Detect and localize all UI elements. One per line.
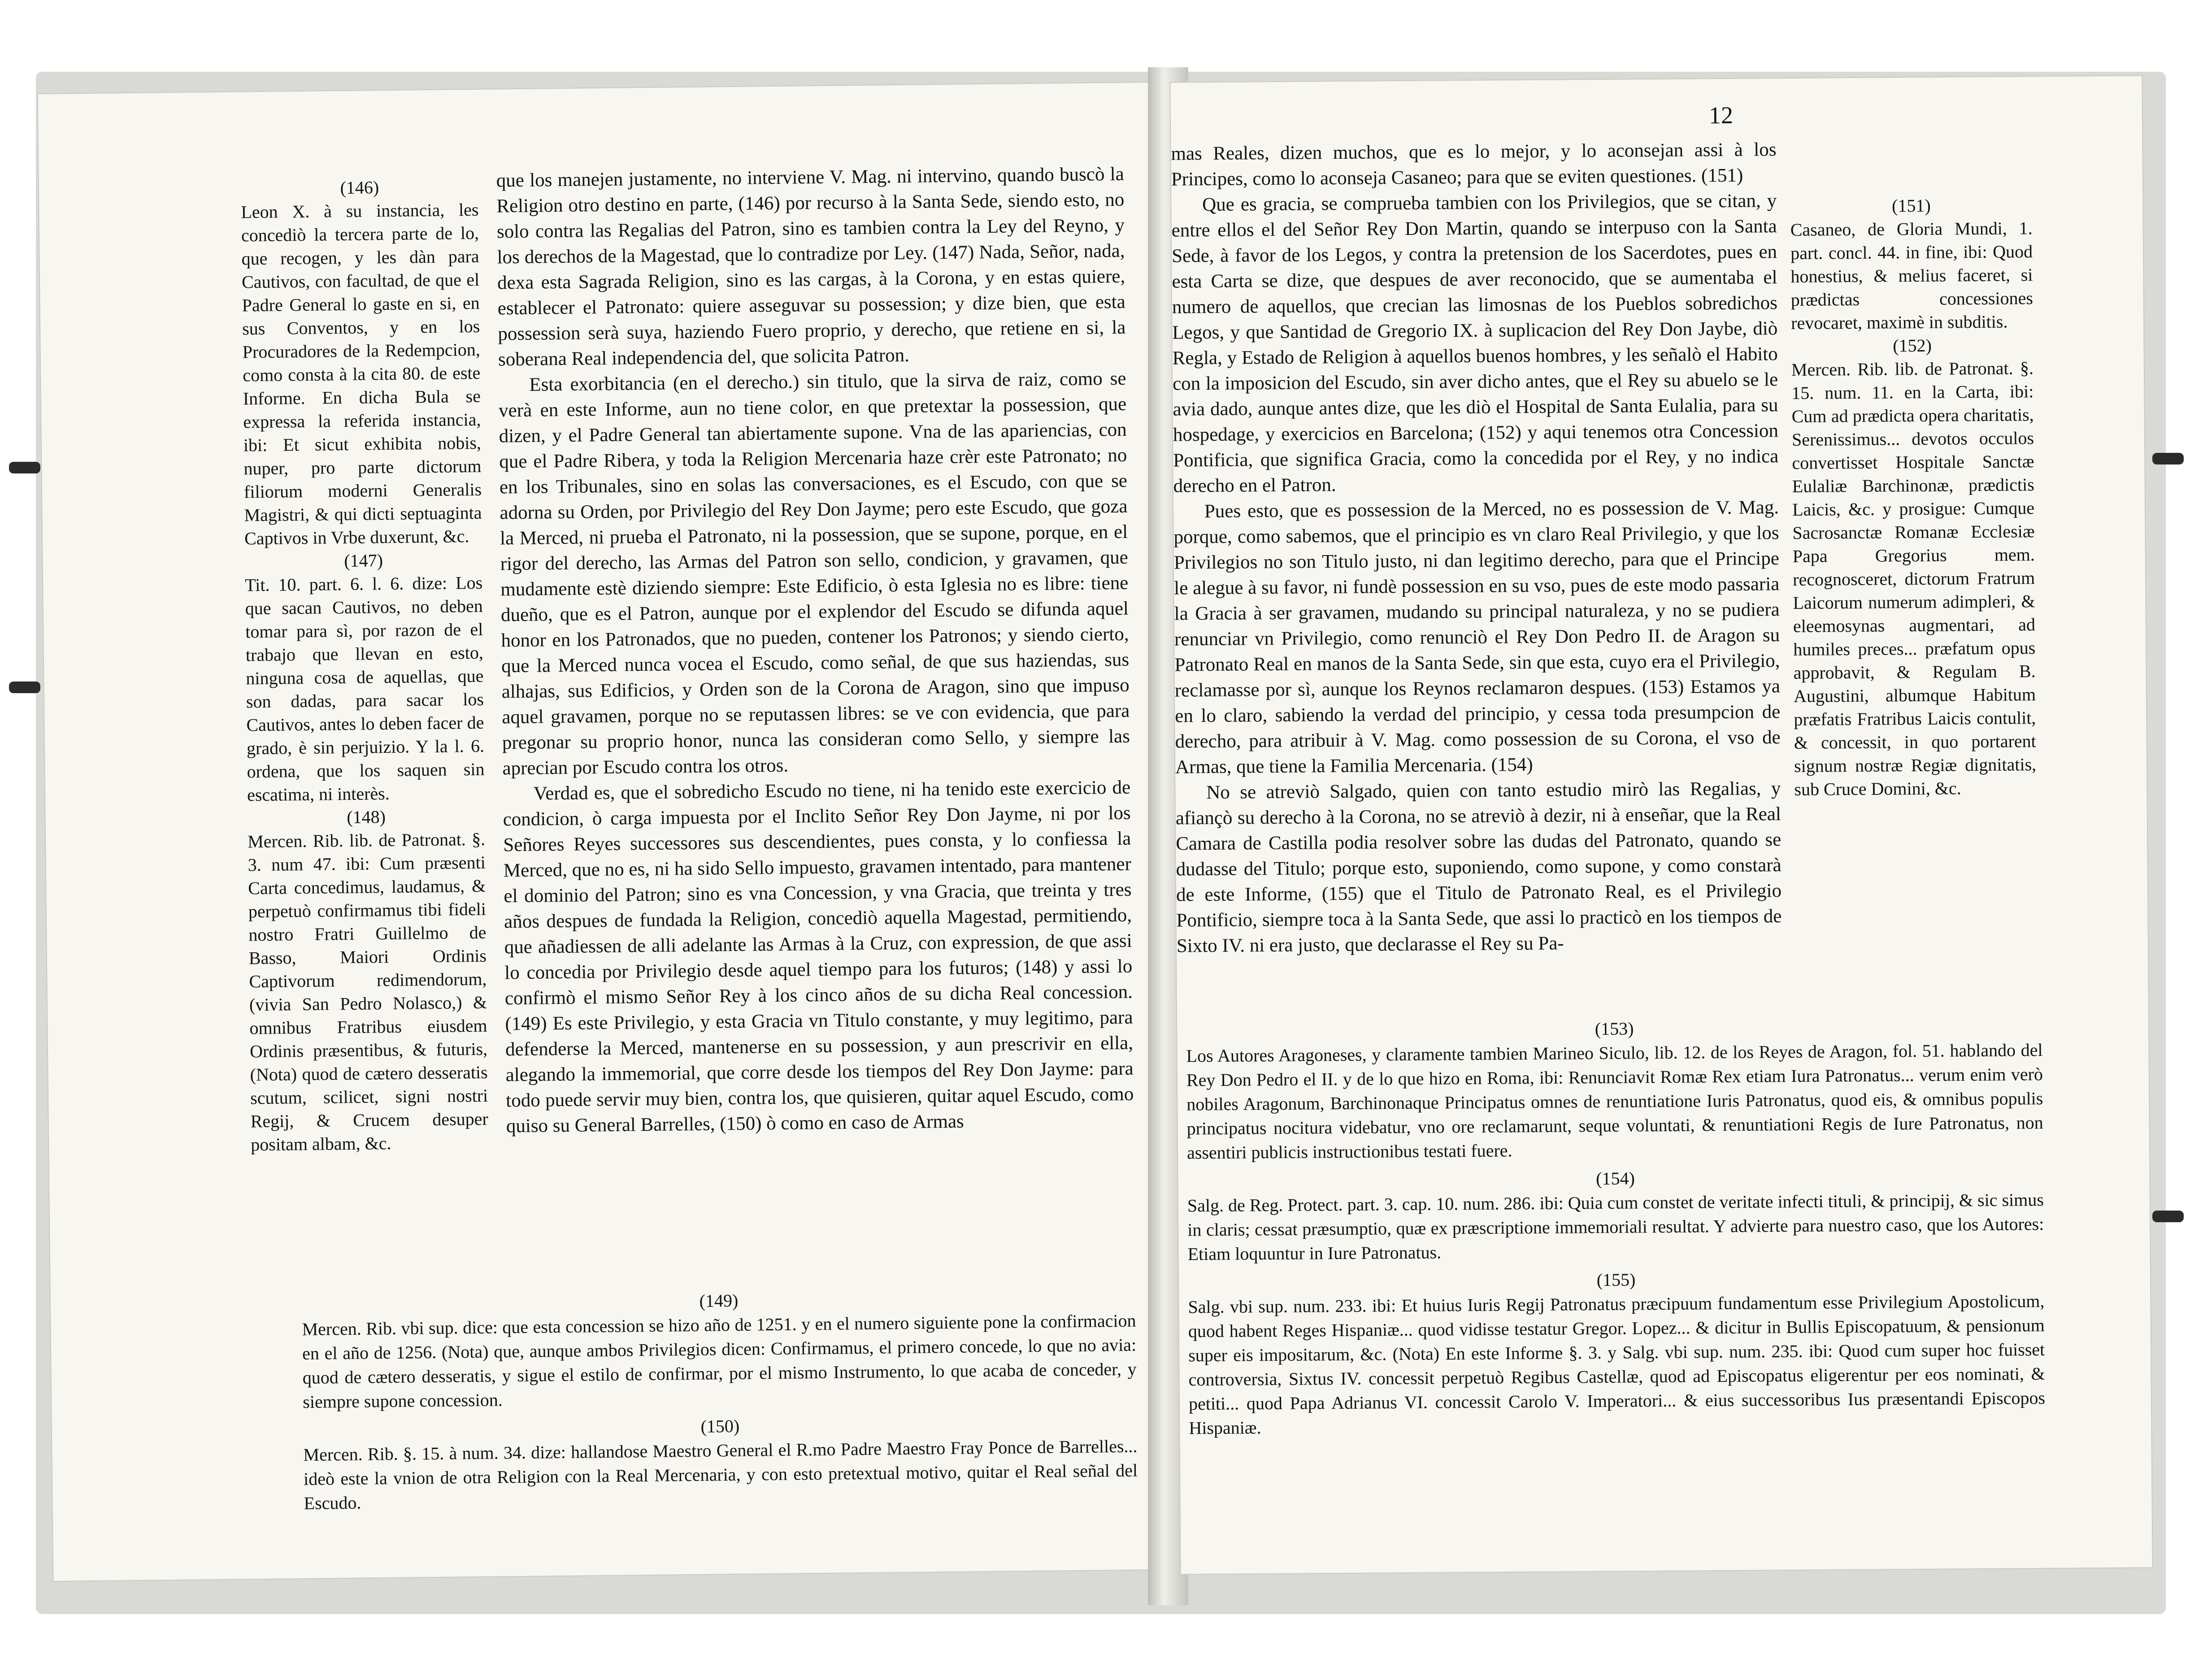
binding-tie [2152,453,2184,464]
page-number: 12 [1708,101,1734,129]
sidenote-ref: (151) [1891,195,1931,216]
paragraph: Pues esto, que es possession de la Merced, no es possession de V. Mag. porque, como sabemos, que el principio es vn claro Real Privilegio, y que los Privilegios no son Titulo justo, ni dan legitimo derecho, para que el Principe le alegue à su favor, ni fundè possession en su vso, pues de este modo passaria la Gracia à ser gravamen, mudando su principal naturaleza, y no se pudiera renunciar vn Privilegio, como renunciò el Rey Don Pedro II. de Aragon su Patronato Real en manos de la Santa Sede, sin que esta, cuyo era el Privilegio, reclamasse por sì, aunque los Reynos reclamaron despues. (153) Estamos ya en lo claro, sabiendo la verdad del principio, y cessa toda presumpcion de derecho, para atribuir à V. Mag. como possession de su Corona, el vso de Armas, que tiene la Familia Mercenaria. (154) [1173,497,1781,778]
sidenote-text: Mercen. Rib. lib. de Patronat. §. 15. num. 11. en la Carta, ibi: Cum ad prædicta opera charitatis, Serenissimus... devotos occulos convertisset Hospitale Sanctæ Eulaliæ Barchinonæ, prædictis Laicis, &c. y prosigue: Cumque Sacrosanctæ Romanæ Ecclesiæ Papa Gregorius mem. recognosceret, dictorum Fratrum Laicorum numerum adimpleri, & eleemosynas augmentari, ad humiles preces... præfatum opus approbavit, & Regulam B. Augustini, albumque Habitum præfatis Fratribus Laicis contulit, & concessit, in quo portarent signum nostræ Regiæ dignitatis, sub Cruce Domini, &c. [1791,358,2037,799]
footnote-text: Los Autores Aragoneses, y claramente tambien Marineo Siculo, lib. 12. de los Reyes de Aragon, fol. 51. hablando del Rey Don Pedro el II. y de lo que hizo en Roma, ibi: Renunciavit Romæ Rex etiam Iura Patronatus... verum enim verò nobiles Aragonum, Barchinonaque Principatus omnes de renuntiatione Iuris Patronatus, quod eis, & omnibus populis principatus nocitura videbatur, vno ore reclamarunt, seque voluntati, & renuntiationi Regis de Iure Patronatus, non assentiri publicis instructionibus testati fuere. [1186,1040,2043,1163]
sidenote-ref: (146) [340,177,379,198]
binding-tie [2152,1211,2184,1222]
right-sidenotes [1790,193,2036,801]
left-footnotes [302,1280,1138,1515]
right-main-text [1171,137,1782,959]
sidenote-text: Mercen. Rib. lib. de Patronat. §. 3. num 47. ibi: Cum præsenti Carta concedimus, laudamus, & perpetuò confirmamus tibi fideli nostro Fratri Guillelmo de Basso, Maiori Ordinis Captivorum redimendorum, (vivia San Pedro Nolasco,) & omnibus Fratribus eiusdem Ordinis præsentibus, & futuris, (Nota) quod de cætero desseratis scutum, scilicet, signi nostri Regij, & Crucem desuper positam albam, &c. [247,829,488,1155]
right-page [1169,75,2153,1575]
left-main-text [496,161,1134,1139]
footnote-ref: (150) [700,1415,740,1437]
sidenote-text: Tit. 10. part. 6. l. 6. dize: Los que sacan Cautivos, no deben tomar para sì, por razon de el trabajo que llevan en esto, ninguna cosa de aquellas, que son dadas, para sacar los Cautivos, antes lo deben facer de grado, è sin perjuizio. Y la l. 6. ordena, que los saquen sin escatima, ni interès. [244,572,485,805]
paragraph: mas Reales, dizen muchos, que es lo mejor, y lo aconsejan assi à los Principes, como lo aconseja Casaneo; para que se eviten questiones. (151) [1171,139,1777,190]
footnote-ref: (149) [699,1290,739,1311]
paragraph: Esta exorbitancia (en el derecho.) sin titulo, que la sirva de raiz, como se verà en este Informe, aun no tiene color, en que pretextar la possession, que dizen, y el Padre General tan abiertamente supone. Vna de las apariencias, con que el Padre Ribera, y toda la Religion Mercenaria haze crèr este Patronato; no en los Tribunales, sino en solas las conversaciones, es el Escudo, con que se adorna su Orden, por Privilegio del Rey Don Jayme; pero este Escudo, que goza la Merced, ni prueba el Patronato, ni la possession, que se supone, porque, en el rigor del derecho, las Armas del Patron son sello, condicion, y gravamen, que mudamente estè diziendo siempre: Este Edificio, ò esta Iglesia no es libre: tiene dueño, que es el Patron, aunque por el explendor del Escudo se difunda aquel honor en los Patronados, que no pueden, contener los Patronos; y siendo cierto, que la Merced nunca vocea el Escudo, como señal, de que sus haziendas, sus alhajas, sus Edificios, y Orden son de la Corona de Aragon, sino que impuso aquel gravamen, porque no se reputassen libres: se ve con evidencia, que para pregonar su proprio honor, nunca las consideran como Sello, y siempre las aprecian por Escudo contra los otros. [498,368,1130,779]
footnote-ref: (153) [1595,1018,1634,1039]
footnote-text: Salg. vbi sup. num. 233. ibi: Et huius Iuris Regij Patronatus præcipuum fundamentum esse Privilegium Apostolicum, quod habent Reges Hispaniæ... quod vidisse testatur Gregor. Lopez... & dicitur in Bullis Episcopatuum, & pensionum super eis impositarum, &c. (Nota) En este Informe §. 3. y Salg. vbi sup. num. 235. ibi: Quod cum super hoc fuisset controversia, Sixtus IV. concessit perpetuò Regibus Castellæ, quod ad Episcopatus eligerentur per eos nominati, & petiti... quod Papa Adrianus VI. concessit Carolo V. Imperatori... & eius successoribus Ius præsentandi Episcopos Hispaniæ. [1188,1291,2046,1438]
left-sidenotes [241,175,489,1156]
sidenote-text: Leon X. à su instancia, les concediò la tercera parte de lo, que recogen, y les dàn para Cautivos, con facultad, de que el Padre General lo gaste en si, en sus Conventos, y en los Procuradores de la Redempcion, como consta à la cita 80. de este Informe. En dicha Bula se expressa la referida instancia, ibi: Et sicut exhibita nobis, nuper, pro parte dictorum filiorum moderni Generalis Magistri, & qui dicti septuaginta Captivos in Vrbe duxerunt, &c. [241,199,482,549]
footnote-ref: (154) [1596,1168,1635,1189]
binding-tie [9,682,40,693]
binding-tie [9,462,40,473]
sidenote-text: Casaneo, de Gloria Mundi, 1. part. concl. 44. in fine, ibi: Quod honestius, & melius faceret, si prædictas concessiones revocaret, maximè in subditis. [1790,218,2033,333]
paragraph: que los manejen justamente, no interviene V. Mag. ni intervino, quando buscò la Religion otro destino en parte, (146) por recurso à la Santa Sede, siendo esto, no solo contra las Regalias del Patron, sino es tambien contra la Ley del Reyno, y los derechos de la Magestad, que lo contradize por Ley. (147) Nada, Señor, nada, dexa esta Sagrada Religion, sino es las cargas, à la Corona, y en estas quiere, establecer el Patronato: quiere asseguvar su possession; y dize bien, que esta possession serà suya, haziendo Fuero proprio, y derecho, que retiene en si, la soberana Real independencia del, que solicita Patron. [496,163,1126,370]
left-page [37,82,1174,1582]
footnote-ref: (155) [1596,1269,1636,1290]
sidenote-ref: (152) [1893,335,1932,356]
sidenote-ref: (147) [344,550,383,571]
footnote-text: Salg. de Reg. Protect. part. 3. cap. 10. num. 286. ibi: Quia cum constet de veritate infecti tituli, & principij, & sic simus in claris; cessat præsumptio, quæ ex præscriptione immemoriali resultat. Y advierte para nuestro caso, que los Autores: Etiam loquuntur in Iure Patronatus. [1187,1189,2044,1264]
paragraph: Verdad es, que el sobredicho Escudo no tiene, ni ha tenido este exercicio de condicion, ò carga impuesta por el Inclito Señor Rey Don Jayme, ni por los Señores Reyes successores sus descendientes, pues consta, y lo confiessa la Merced, que no es, ni ha sido Sello impuesto, gravamen intentado, para mantener el dominio del Patron; sino es vna Concession, y vna Gracia, que treinta y tres años despues de fundada la Religion, concediò aquella Magestad, permitiendo, que añadiessen de alli adelante las Armas à la Cruz, con expression, de que assi lo concedia por Privilegio desde aquel tiempo para los futuros; (148) y assi lo confirmò el mismo Señor Rey à los cinco años de su dicha Real concession. (149) Es este Privilegio, y esta Gracia vn Titulo constante, y muy legitimo, para defenderse la Merced, mantenerse en su possession, y aun prescrivir en ella, alegando la immemorial, que corre desde los tiempos del Rey Don Jayme: para todo puede servir muy bien, contra los, que quisieren, quitar aquel Escudo, como quiso su General Barrelles, (150) ò como en caso de Armas [503,777,1134,1137]
footnote-text: Mercen. Rib. §. 15. à num. 34. dize: hallandose Maestro General el R.mo Padre Maestro Fray Ponce de Barrelles... ideò este la vnion de otra Religion con la Real Mercenaria, y con esto pretextual motivo, quitar el Real señal del Escudo. [303,1436,1138,1514]
right-footnotes [1186,1009,2046,1440]
sidenote-ref: (148) [347,807,386,828]
paragraph: No se atreviò Salgado, quien con tanto estudio mirò las Regalias, y afiançò su derecho à la Corona, no se atreviò à dezir, ni à enseñar, que la Real Camara de Castilla podia resolver sobre las dudas del Patronato, quando se dudasse del Titulo; porque esto, suponiendo, como supone, y como constarà de este Informe, (155) que el Titulo de Patronato Real, es el Privilegio Pontificio, siempre toca à la Santa Sede, que assi lo practicò en los tiempos de Sixto IV. ni era justo, que declarasse el Rey su Pa- [1175,778,1782,957]
footnote-text: Mercen. Rib. vbi sup. dice: que esta concession se hizo año de 1251. y en el numero siguiente pone la confirmacion en el año de 1256. (Nota) que, aunque ambos Privilegios dicen: Confirmamus, el primero concede, lo que no avia: quod de cætero desseratis, y sigue el estilo de confirmar, por el mismo Instrumento, lo que acaba de conceder, y siempre supone concession. [302,1310,1137,1412]
paragraph: Que es gracia, se comprueba tambien con los Privilegios, que se citan, y entre ellos el del Señor Rey Don Martin, quando se interpuso con la Santa Sede, à favor de los Legos, y contra la pretension de los Sacerdotes, pues en esta Carta se dize, que despues de aver reconocido, que se aumentaba el numero de aquellos, que crecian las limosnas de los Pueblos sobredichos Legos, y que Santidad de Gregorio IX. à suplicacion del Rey Don Jaybe, diò Regla, y Estado de Religion à aquellos buenos hombres, y les señalò el Habito con la imposicion del Escudo, sin aver dicho antes, que el Rey su abuelo se le avia dado, aunque antes dize, que les diò el Hospital de Santa Eulalia, para su hospedage, y exercicios en Barcelona; (152) y aqui tenemos otra Concession Pontificia, que significa Gracia, como la concedida por el Rey, y no indica derecho en el Patron. [1171,190,1779,497]
